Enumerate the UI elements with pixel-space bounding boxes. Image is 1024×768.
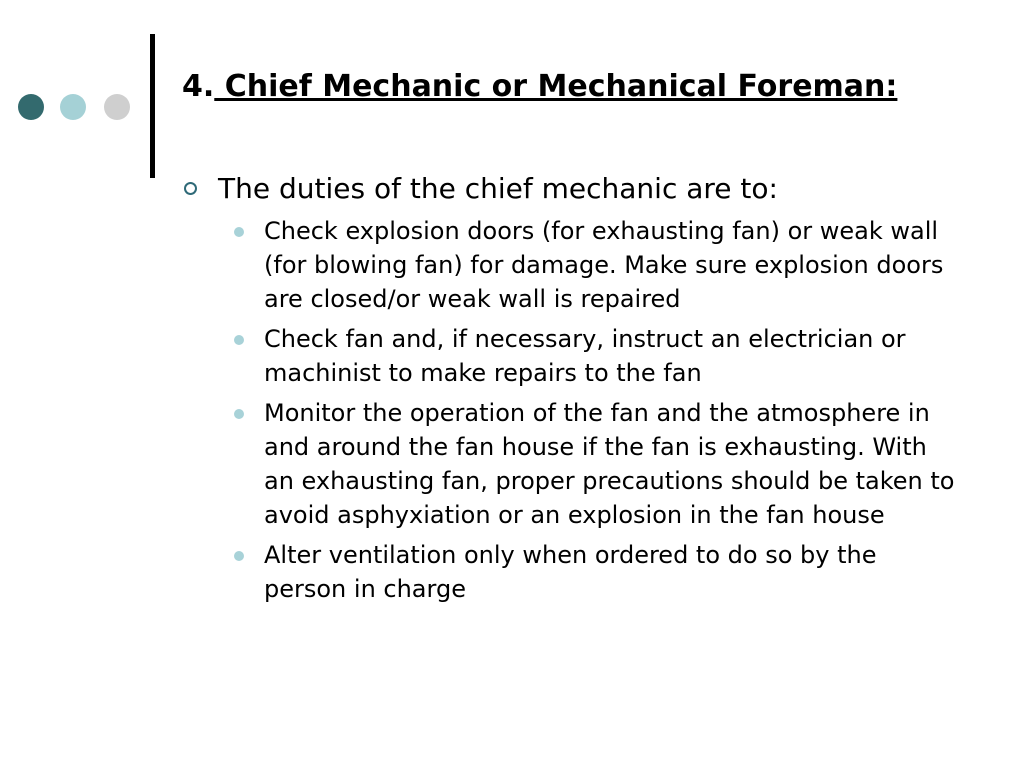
dot-bullet-icon [234, 335, 244, 345]
duties-list [182, 214, 962, 606]
duty-item [182, 396, 962, 532]
duty-item [182, 322, 962, 390]
title-number: 4. [182, 69, 215, 104]
decor-dot-gray [104, 94, 130, 120]
slide-title [182, 66, 982, 108]
title-text: Chief Mechanic or Mechanical Foreman: [214, 69, 898, 104]
duty-text: Check fan and, if necessary, instruct an electrician or machinist to make repairs to the fan [264, 325, 906, 387]
dot-bullet-icon [234, 551, 244, 561]
dot-bullet-icon [234, 227, 244, 237]
title-divider-line [150, 34, 155, 178]
duty-text: Monitor the operation of the fan and the atmosphere in and around the fan house if the fan is exhausting. With an exhausting fan, proper precautions should be taken to avoid asphyxiation or an explosion in the fan house [264, 399, 955, 529]
duty-text: Alter ventilation only when ordered to do so by the person in charge [264, 541, 877, 603]
ring-bullet-icon [184, 182, 197, 195]
duty-item [182, 214, 962, 316]
intro-item [182, 170, 962, 208]
intro-text: The duties of the chief mechanic are to: [218, 172, 778, 205]
slide-content [182, 170, 962, 612]
duty-text: Check explosion doors (for exhausting fan) or weak wall (for blowing fan) for damage. Make sure explosion doors are closed/or weak wall is repaired [264, 217, 944, 313]
dot-bullet-icon [234, 409, 244, 419]
decor-dot-light [60, 94, 86, 120]
duty-item [182, 538, 962, 606]
decor-dot-dark [18, 94, 44, 120]
